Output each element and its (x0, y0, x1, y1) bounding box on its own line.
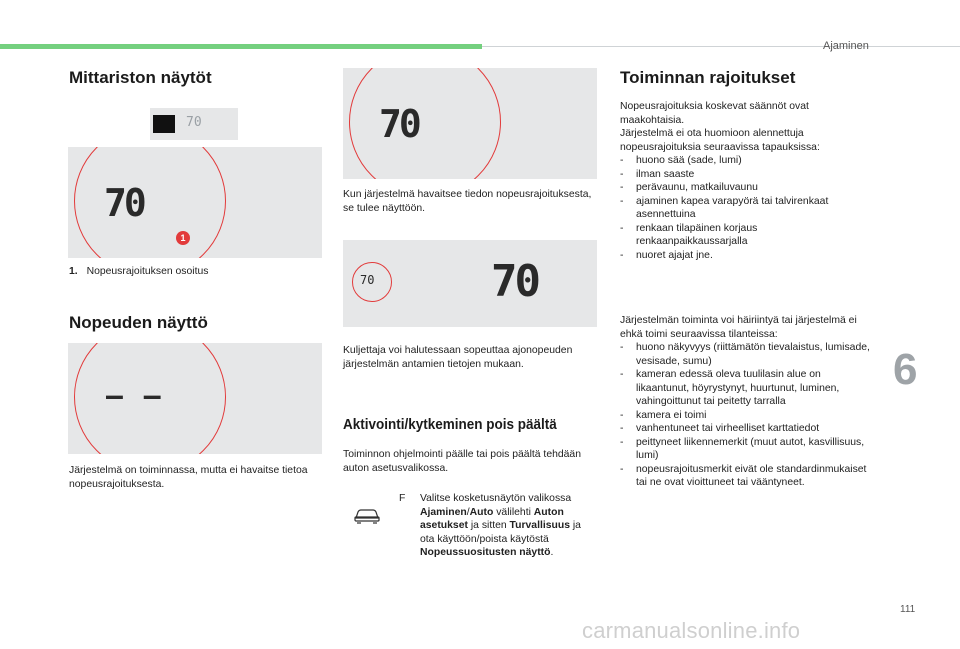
detected-dial (349, 68, 501, 179)
list-item: - vanhentuneet tai virheelliset karttatiedot (620, 422, 870, 436)
activation-text: Toiminnon ohjelmointi päälle tai pois päältä tehdään auton asetusvalikossa. (343, 449, 581, 474)
list-item: - kameran edessä oleva tuulilasin alue on likaantunut, höyrystynyt, huurtunut, luminen, vahingoittunut tai peitetty tarralla (620, 368, 870, 409)
limitations-title: Toiminnan rajoitukset (620, 68, 796, 87)
list-item: - nuoret ajajat jne. (620, 249, 870, 263)
list-item: - kamera ei toimi (620, 409, 870, 423)
small-cluster-panel (150, 108, 238, 140)
instruction-text: Valitse kosketusnäytön valikossa Ajaminen/Auto välilehti Auton asetukset ja sitten Turvallisuus ja ota käyttöön/poista käytöstä Nopeussuositusten näyttö. (420, 493, 581, 558)
list-item: - ajaminen kapea varapyörä tai talvirenkaat asennettuina (620, 195, 870, 222)
driver-adjust-text: Kuljettaja voi halutessaan sopeuttaa ajonopeuden järjestelmän antamien tietojen mukaan. (343, 345, 573, 370)
header-rule (482, 46, 960, 47)
speed-display-title: Nopeuden näyttö (69, 313, 208, 332)
speed-limit-sign: 70 (104, 181, 144, 225)
intro-line-2: Järjestelmä ei ota huomioon alennettuja nopeusrajoituksia seuraavissa tapauksissa: (620, 128, 820, 153)
caption-text: Nopeusrajoituksen osoitus (86, 266, 209, 277)
chapter-number: 6 (893, 345, 918, 394)
detected-limit-panel (343, 68, 597, 179)
page-number: 111 (900, 604, 916, 615)
list-item: - ilman saaste (620, 168, 870, 182)
list-item: - perävaunu, matkailuvaunu (620, 181, 870, 195)
section-label: Ajaminen (823, 40, 869, 52)
small-speed-sign: 70 (360, 273, 375, 287)
list-item: - huono sää (sade, lumi) (620, 154, 870, 168)
callout-badge: 1 (176, 231, 190, 245)
detected-speed-sign: 70 (379, 102, 419, 146)
disturbance-list (620, 341, 870, 490)
activation-title: Aktivointi/kytkeminen pois päältä (343, 416, 557, 433)
small-panel-speed: 70 (186, 115, 202, 130)
black-block (153, 115, 175, 133)
header-accent-bar (0, 44, 482, 49)
list-item: - nopeusrajoitusmerkit eivät ole standardinmukaiset tai ne ovat vioittuneet tai vääntyneet. (620, 463, 870, 490)
instrument-display-title: Mittariston näytöt (69, 68, 212, 87)
disturbance-section (620, 314, 870, 490)
list-item: - peittyneet liikennemerkit (muut autot, kasvillisuus, lumi) (620, 436, 870, 463)
watermark: carmanualsonline.info (582, 618, 801, 643)
intro-line-1: Nopeusrajoituksia koskevat säännöt ovat maakohtaisia. (620, 101, 809, 126)
instruction-bullet: F (399, 493, 406, 504)
car-outline-icon (353, 506, 381, 524)
no-limit-text: Järjestelmä on toiminnassa, mutta ei havaitse tietoa nopeusrajoituksesta. (69, 465, 308, 490)
no-speed-indicator: – – (106, 379, 163, 412)
disturbance-intro: Järjestelmän toiminta voi häiriintyä tai järjestelmä ei ehkä toimi seuraavissa tilanteissa: (620, 315, 857, 340)
speed-display-panel (68, 343, 322, 454)
caption-number: 1. (69, 266, 78, 277)
reduced-limit-list (620, 154, 870, 262)
large-speed-sign: 70 (491, 256, 538, 307)
speed-limit-panel (68, 147, 322, 258)
figure-caption (69, 265, 208, 279)
list-item: - renkaan tilapäinen korjaus renkaanpaikkaussarjalla (620, 222, 870, 249)
detection-text: Kun järjestelmä havaitsee tiedon nopeusrajoituksesta, se tulee näyttöön. (343, 189, 592, 214)
list-item: - huono näkyvyys (riittämätön tievalaistus, lumisade, vesisade, sumu) (620, 341, 870, 368)
speed-dial (74, 147, 226, 258)
limitations-intro (620, 100, 870, 262)
suggestion-panel (343, 240, 597, 327)
